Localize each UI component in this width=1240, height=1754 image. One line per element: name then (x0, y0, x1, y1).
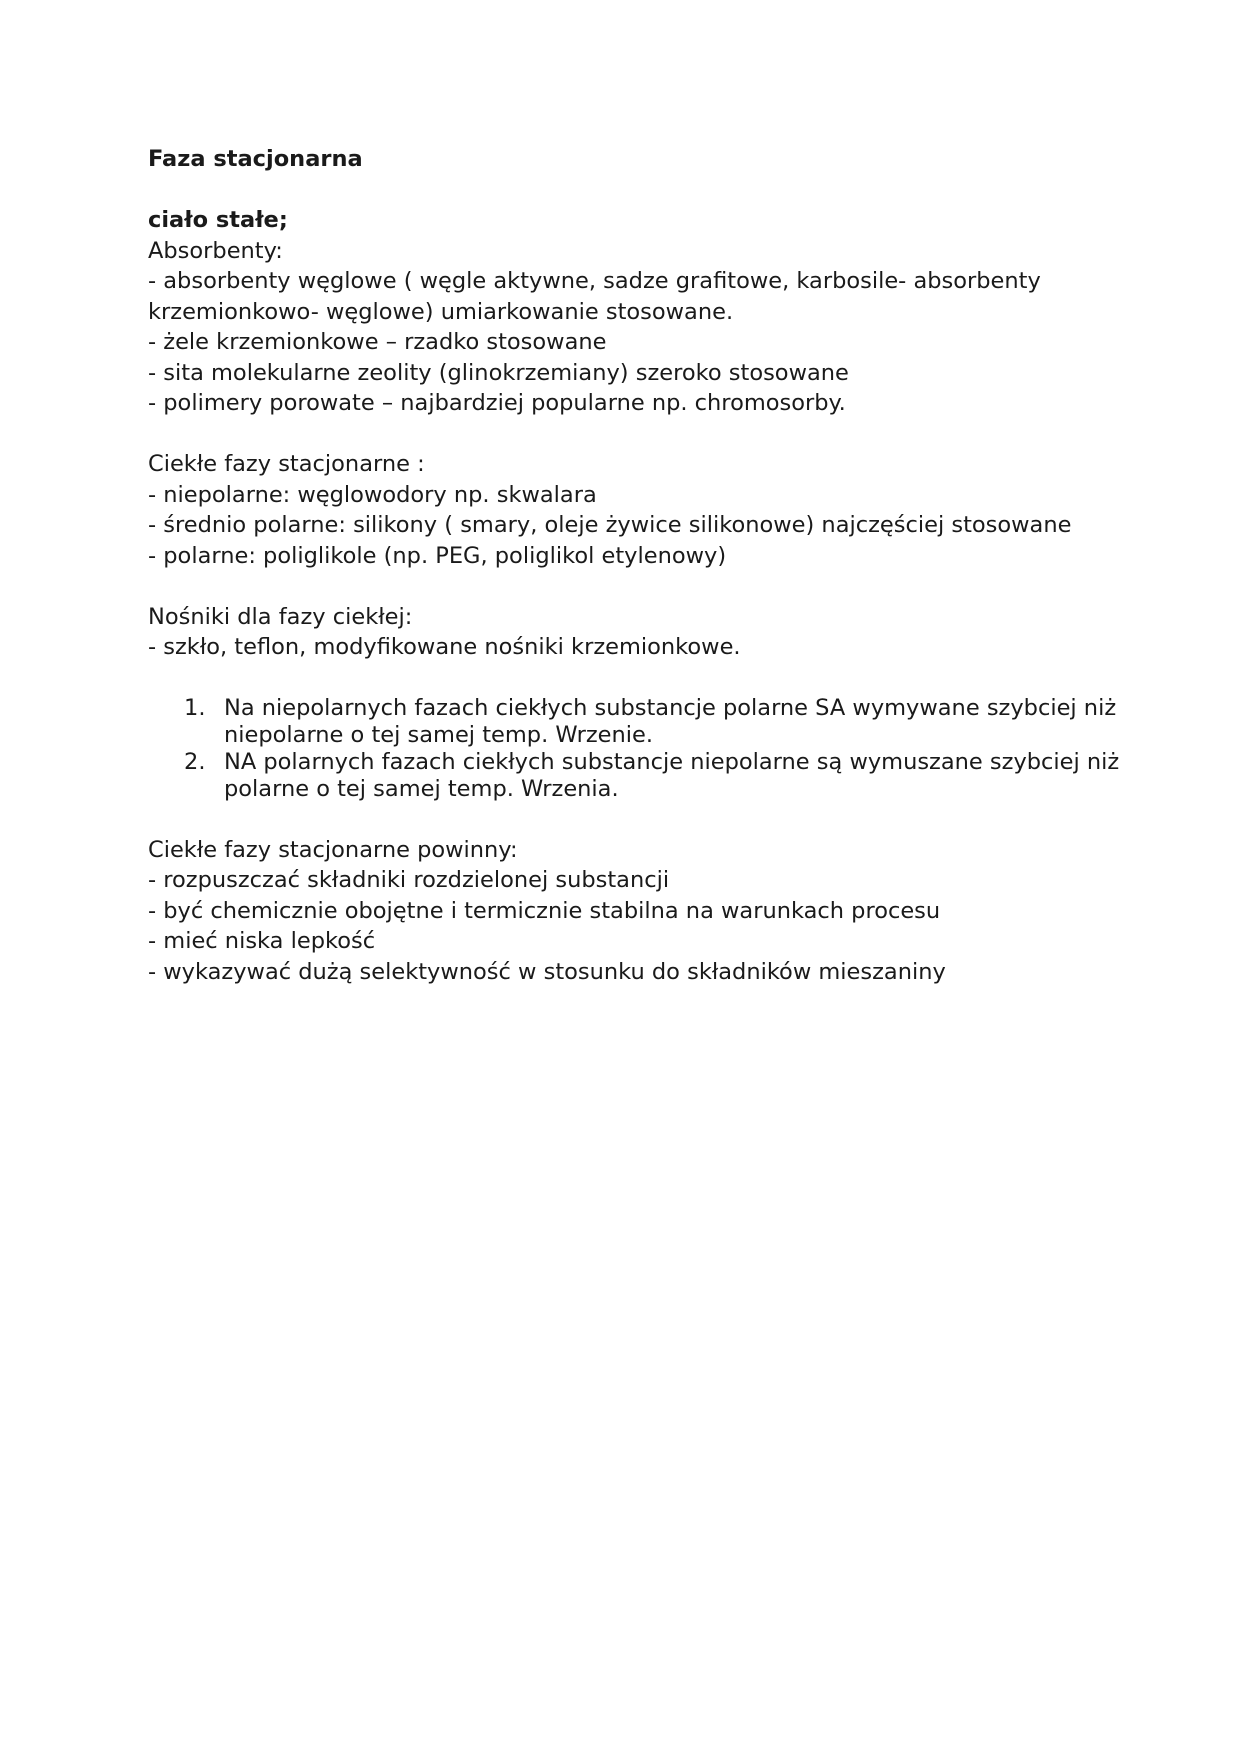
paragraph-line: - być chemicznie obojętne i termicznie stabilna na warunkach procesu (148, 897, 941, 924)
section-heading-liquid: Ciekłe fazy stacjonarne : (148, 451, 425, 477)
carriers-section (148, 602, 1138, 663)
paragraph-line: - absorbenty węglowe ( węgle aktywne, sadze grafitowe, karbosile- absorbenty krzemionkowo- węglowe) umiarkowanie stosowane. (148, 268, 1041, 325)
list-item (148, 749, 1138, 803)
list-item-text: Na niepolarnych fazach ciekłych substancje polarne SA wymywane szybciej niż niepolarne o tej samej temp. Wrzenie. (224, 694, 1117, 748)
paragraph-line: - wykazywać dużą selektywność w stosunku do składników mieszaniny (148, 958, 946, 985)
section-heading-carriers: Nośniki dla fazy ciekłej: (148, 603, 413, 630)
list-item-number: 2. (184, 748, 206, 775)
paragraph-line: - rozpuszczać składniki rozdzielonej substancji (148, 867, 670, 893)
paragraph-line: - szkło, teflon, modyfikowane nośniki krzemionkowe. (148, 634, 741, 660)
list-item-text: NA polarnych fazach ciekłych substancje niepolarne są wymuszane szybciej niż polarne o tej samej temp. Wrzenia. (224, 748, 1120, 802)
paragraph-line: - mieć niska lepkość (148, 928, 376, 954)
list-item-number: 1. (184, 694, 206, 721)
paragraph-line: - sita molekularne zeolity (glinokrzemiany) szeroko stosowane (148, 359, 849, 386)
liquid-phase-section (148, 449, 1138, 571)
paragraph-line: - polarne: poliglikole (np. PEG, poliglikol etylenowy) (148, 542, 727, 569)
spacer (148, 419, 1138, 450)
section-heading-solid: ciało stałe; (148, 207, 288, 233)
paragraph-line: - żele krzemionkowe – rzadko stosowane (148, 329, 607, 355)
paragraph-line: - średnio polarne: silikony ( smary, oleje żywice silikonowe) najczęściej stosowane (148, 512, 1072, 538)
requirements-section (148, 835, 1138, 988)
document-body (148, 144, 1138, 987)
section-heading-requirements: Ciekłe fazy stacjonarne powinny: (148, 836, 518, 863)
numbered-list (148, 695, 1138, 803)
paragraph-line: - polimery porowate – najbardziej popularne np. chromosorby. (148, 390, 846, 416)
paragraph-line: - niepolarne: węglowodory np. skwalara (148, 481, 597, 508)
document-title: Faza stacjonarna (148, 146, 363, 172)
spacer (148, 571, 1138, 602)
section-subheading-absorbents: Absorbenty: (148, 237, 283, 264)
solid-phase-section (148, 205, 1138, 419)
spacer (148, 175, 1138, 206)
list-item (148, 695, 1138, 749)
